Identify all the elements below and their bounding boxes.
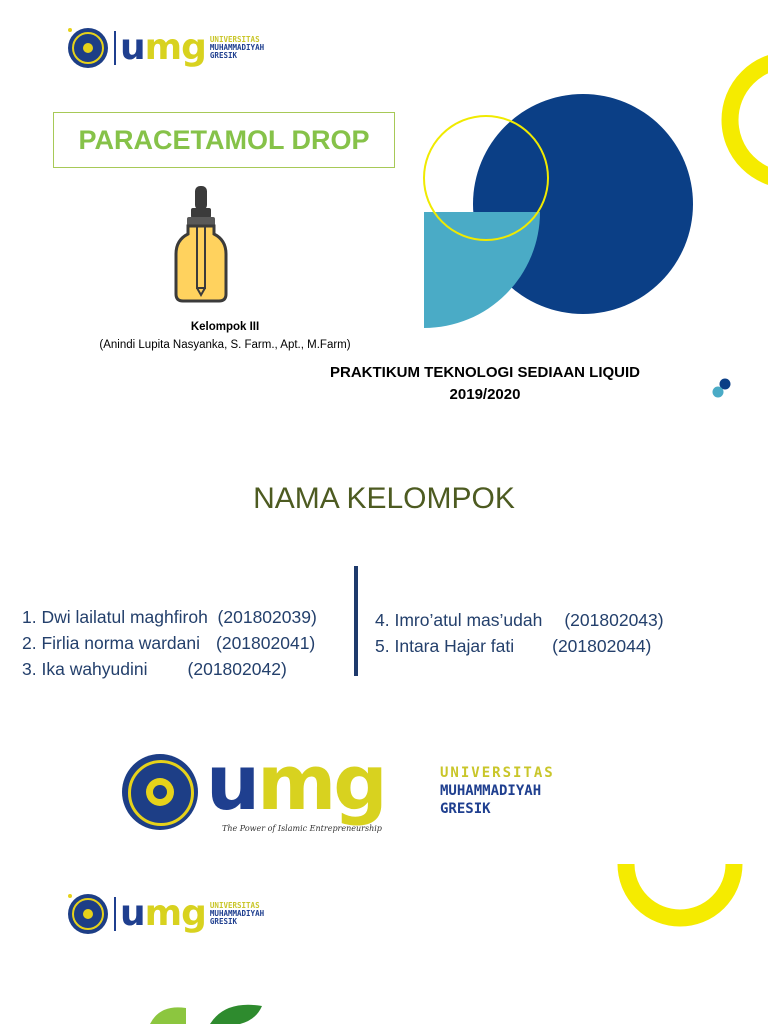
umg-wordmark: umg xyxy=(206,738,385,827)
university-name: UNIVERSITAS MUHAMMADIYAH GRESIK xyxy=(209,35,265,60)
vertical-divider xyxy=(354,566,358,676)
light-blue-quarter-circle xyxy=(424,212,540,328)
university-name: UNIVERSITAS MUHAMMADIYAH GRESIK xyxy=(209,901,265,926)
university-seal-icon xyxy=(122,754,198,830)
slide-2 xyxy=(0,432,768,864)
yellow-arc xyxy=(626,864,734,918)
umg-wordmark: umg xyxy=(120,893,206,934)
member-item: 4. Imro’atul mas’udah (201802043) xyxy=(375,610,664,630)
member-item: 5. Intara Hajar fati (201802044) xyxy=(375,636,652,656)
umg-logo-large xyxy=(122,738,622,844)
practicum-year: 2019/2020 xyxy=(449,386,521,403)
member-item: 3. Ika wahyudini (201802042) xyxy=(22,659,287,679)
decorative-shapes xyxy=(0,864,768,1024)
group-label: Kelompok III xyxy=(190,321,260,333)
university-name: UNIVERSITAS MUHAMMADIYAH GRESIK xyxy=(440,765,555,817)
green-leaf-shape xyxy=(150,1007,186,1024)
slide-3 xyxy=(0,864,768,1024)
yellow-arc xyxy=(730,60,768,180)
umg-wordmark: umg xyxy=(120,27,206,68)
page-title: PARACETAMOL DROP xyxy=(78,124,370,155)
practicum-line-1: PRAKTIKUM TEKNOLOGI SEDIAAN LIQUID xyxy=(330,364,640,381)
green-leaf-shape-dark xyxy=(210,1005,262,1024)
slide-1 xyxy=(0,0,768,432)
member-item: 1. Dwi lailatul maghfiroh (201802039) xyxy=(22,607,317,627)
member-item: 2. Firlia norma wardani (201802041) xyxy=(22,633,316,653)
tagline: The Power of Islamic Entrepreneurship xyxy=(222,824,382,833)
practicum-title xyxy=(300,362,670,406)
lecturer-label: (Anindi Lupita Nasyanka, S. Farm., Apt., M.Farm) xyxy=(99,339,351,351)
small-light-dot xyxy=(713,387,724,398)
section-title: NAMA KELOMPOK xyxy=(253,482,515,515)
